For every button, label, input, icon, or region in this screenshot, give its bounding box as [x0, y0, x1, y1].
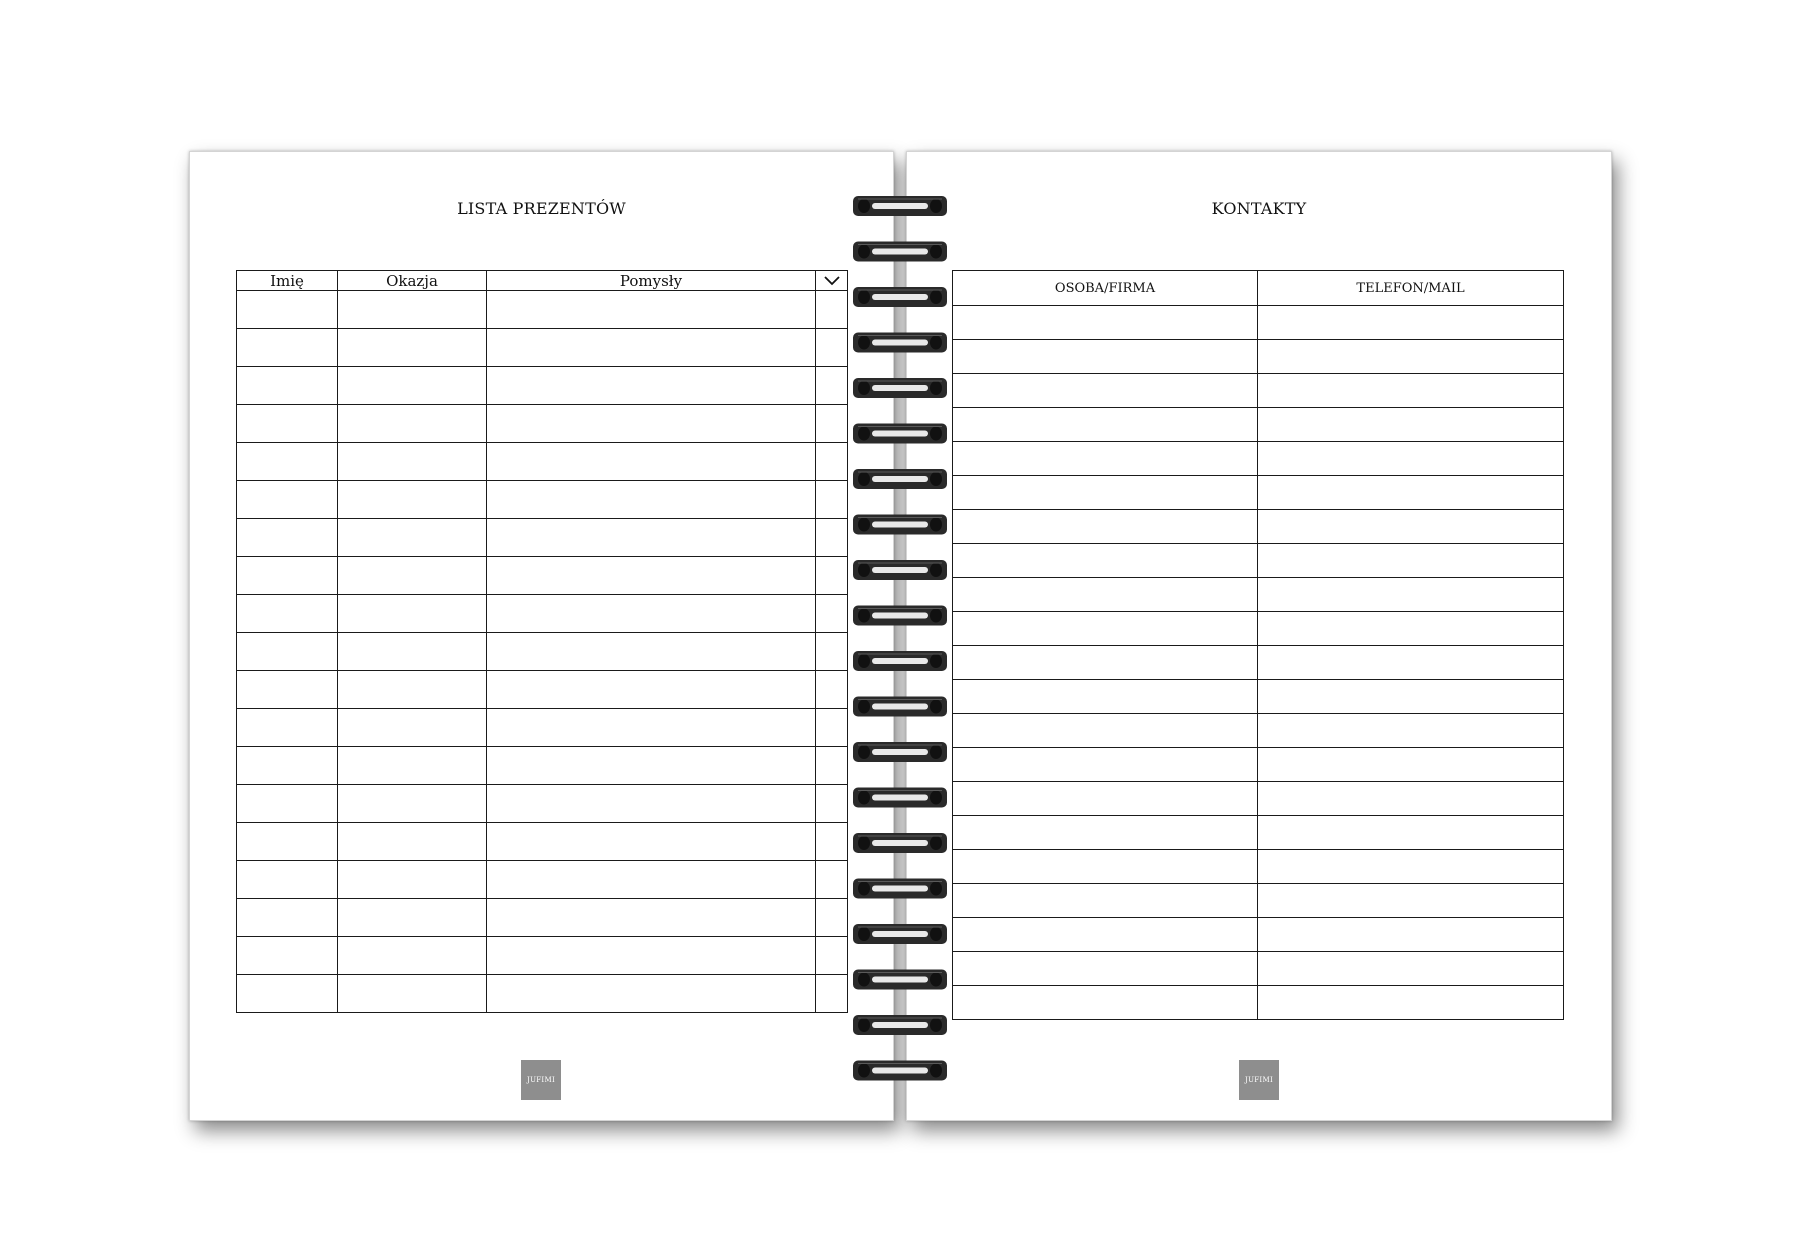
phone-mail-cell[interactable]: [1258, 340, 1564, 374]
ideas-cell[interactable]: [487, 443, 816, 481]
table-row: [953, 952, 1564, 986]
table-header-row: [237, 271, 848, 291]
check-cell[interactable]: [816, 937, 848, 975]
spiral-ring-icon: [853, 469, 947, 489]
check-cell[interactable]: [816, 443, 848, 481]
phone-mail-cell[interactable]: [1258, 306, 1564, 340]
spiral-ring-icon: [853, 833, 947, 853]
table-row: [953, 306, 1564, 340]
check-cell[interactable]: [816, 481, 848, 519]
table-row: [237, 481, 848, 519]
ideas-cell[interactable]: [487, 861, 816, 899]
phone-mail-cell[interactable]: [1258, 782, 1564, 816]
name-cell[interactable]: [237, 481, 338, 519]
person-company-cell[interactable]: [953, 442, 1258, 476]
name-cell[interactable]: [237, 329, 338, 367]
contacts-table: [952, 270, 1564, 1020]
column-header-name: Imię: [237, 271, 338, 291]
checkmark-icon: [824, 276, 840, 286]
person-company-cell[interactable]: [953, 306, 1258, 340]
person-company-cell[interactable]: [953, 612, 1258, 646]
ideas-cell[interactable]: [487, 557, 816, 595]
person-company-cell[interactable]: [953, 578, 1258, 612]
check-cell[interactable]: [816, 671, 848, 709]
name-cell[interactable]: [237, 633, 338, 671]
check-cell[interactable]: [816, 557, 848, 595]
table-row: [237, 937, 848, 975]
spiral-ring-icon: [853, 424, 947, 444]
ideas-cell[interactable]: [487, 481, 816, 519]
occasion-cell[interactable]: [338, 367, 487, 405]
table-row: [953, 816, 1564, 850]
occasion-cell[interactable]: [338, 671, 487, 709]
occasion-cell[interactable]: [338, 595, 487, 633]
occasion-cell[interactable]: [338, 329, 487, 367]
ideas-cell[interactable]: [487, 519, 816, 557]
table-row: [237, 633, 848, 671]
occasion-cell[interactable]: [338, 785, 487, 823]
column-header-phone-mail: TELEFON/MAIL: [1258, 271, 1564, 306]
person-company-cell[interactable]: [953, 340, 1258, 374]
occasion-cell[interactable]: [338, 633, 487, 671]
table-header-row: [953, 271, 1564, 306]
table-row: [953, 340, 1564, 374]
table-row: [953, 578, 1564, 612]
left-page: [189, 151, 894, 1121]
check-cell[interactable]: [816, 747, 848, 785]
table-row: [953, 850, 1564, 884]
phone-mail-cell[interactable]: [1258, 612, 1564, 646]
phone-mail-cell[interactable]: [1258, 986, 1564, 1020]
phone-mail-cell[interactable]: [1258, 544, 1564, 578]
table-row: [953, 748, 1564, 782]
check-cell[interactable]: [816, 975, 848, 1013]
spiral-ring-icon: [853, 287, 947, 307]
column-header-check: [816, 271, 848, 291]
phone-mail-cell[interactable]: [1258, 510, 1564, 544]
check-cell[interactable]: [816, 405, 848, 443]
ideas-cell[interactable]: [487, 633, 816, 671]
spiral-ring-icon: [853, 242, 947, 262]
name-cell[interactable]: [237, 747, 338, 785]
table-row: [237, 899, 848, 937]
name-cell[interactable]: [237, 291, 338, 329]
ideas-cell[interactable]: [487, 405, 816, 443]
table-row: [237, 519, 848, 557]
occasion-cell[interactable]: [338, 823, 487, 861]
ideas-cell[interactable]: [487, 937, 816, 975]
ideas-cell[interactable]: [487, 975, 816, 1013]
person-company-cell[interactable]: [953, 816, 1258, 850]
occasion-cell[interactable]: [338, 557, 487, 595]
person-company-cell[interactable]: [953, 374, 1258, 408]
name-cell[interactable]: [237, 861, 338, 899]
phone-mail-cell[interactable]: [1258, 374, 1564, 408]
person-company-cell[interactable]: [953, 884, 1258, 918]
table-row: [953, 612, 1564, 646]
check-cell[interactable]: [816, 861, 848, 899]
table-row: [953, 918, 1564, 952]
occasion-cell[interactable]: [338, 747, 487, 785]
table-row: [237, 443, 848, 481]
name-cell[interactable]: [237, 367, 338, 405]
ideas-cell[interactable]: [487, 291, 816, 329]
page-title-contacts: KONTAKTY: [1211, 199, 1307, 218]
brand-logo: JUFIMI: [521, 1060, 561, 1100]
person-company-cell[interactable]: [953, 748, 1258, 782]
occasion-cell[interactable]: [338, 291, 487, 329]
ideas-cell[interactable]: [487, 671, 816, 709]
spiral-binding: [850, 190, 950, 1090]
spiral-ring-icon: [853, 651, 947, 671]
ideas-cell[interactable]: [487, 367, 816, 405]
table-row: [237, 367, 848, 405]
spiral-ring-icon: [853, 378, 947, 398]
name-cell[interactable]: [237, 557, 338, 595]
ideas-cell[interactable]: [487, 709, 816, 747]
spiral-ring-icon: [853, 742, 947, 762]
phone-mail-cell[interactable]: [1258, 578, 1564, 612]
check-cell[interactable]: [816, 519, 848, 557]
spiral-ring-icon: [853, 560, 947, 580]
check-cell[interactable]: [816, 785, 848, 823]
table-row: [237, 975, 848, 1013]
table-row: [237, 823, 848, 861]
name-cell[interactable]: [237, 899, 338, 937]
spiral-ring-icon: [853, 970, 947, 990]
table-row: [237, 291, 848, 329]
person-company-cell[interactable]: [953, 544, 1258, 578]
phone-mail-cell[interactable]: [1258, 408, 1564, 442]
occasion-cell[interactable]: [338, 405, 487, 443]
table-row: [953, 714, 1564, 748]
table-row: [237, 557, 848, 595]
brand-logo: JUFIMI: [1239, 1060, 1279, 1100]
phone-mail-cell[interactable]: [1258, 748, 1564, 782]
table-row: [953, 442, 1564, 476]
person-company-cell[interactable]: [953, 782, 1258, 816]
table-row: [953, 646, 1564, 680]
check-cell[interactable]: [816, 823, 848, 861]
phone-mail-cell[interactable]: [1258, 918, 1564, 952]
occasion-cell[interactable]: [338, 709, 487, 747]
person-company-cell[interactable]: [953, 850, 1258, 884]
table-row: [237, 861, 848, 899]
spiral-ring-icon: [853, 515, 947, 535]
table-row: [237, 595, 848, 633]
table-row: [237, 329, 848, 367]
check-cell[interactable]: [816, 329, 848, 367]
spiral-ring-icon: [853, 1061, 947, 1081]
phone-mail-cell[interactable]: [1258, 884, 1564, 918]
phone-mail-cell[interactable]: [1258, 646, 1564, 680]
occasion-cell[interactable]: [338, 975, 487, 1013]
spiral-ring-icon: [853, 788, 947, 808]
spiral-ring-icon: [853, 1015, 947, 1035]
spiral-ring-icon: [853, 924, 947, 944]
ideas-cell[interactable]: [487, 899, 816, 937]
occasion-cell[interactable]: [338, 443, 487, 481]
table-row: [953, 408, 1564, 442]
table-row: [237, 405, 848, 443]
name-cell[interactable]: [237, 937, 338, 975]
spiral-ring-icon: [853, 606, 947, 626]
person-company-cell[interactable]: [953, 476, 1258, 510]
name-cell[interactable]: [237, 709, 338, 747]
table-row: [953, 510, 1564, 544]
person-company-cell[interactable]: [953, 714, 1258, 748]
person-company-cell[interactable]: [953, 918, 1258, 952]
table-row: [953, 884, 1564, 918]
ideas-cell[interactable]: [487, 785, 816, 823]
name-cell[interactable]: [237, 443, 338, 481]
name-cell[interactable]: [237, 405, 338, 443]
name-cell[interactable]: [237, 975, 338, 1013]
person-company-cell[interactable]: [953, 646, 1258, 680]
check-cell[interactable]: [816, 709, 848, 747]
page-title-gift-list: LISTA PREZENTÓW: [457, 199, 626, 218]
name-cell[interactable]: [237, 671, 338, 709]
person-company-cell[interactable]: [953, 986, 1258, 1020]
check-cell[interactable]: [816, 367, 848, 405]
person-company-cell[interactable]: [953, 680, 1258, 714]
name-cell[interactable]: [237, 823, 338, 861]
right-page: [906, 151, 1612, 1121]
phone-mail-cell[interactable]: [1258, 476, 1564, 510]
column-header-ideas: Pomysły: [487, 271, 816, 291]
ideas-cell[interactable]: [487, 595, 816, 633]
spiral-ring-icon: [853, 196, 947, 216]
table-row: [953, 544, 1564, 578]
name-cell[interactable]: [237, 519, 338, 557]
table-row: [237, 671, 848, 709]
check-cell[interactable]: [816, 899, 848, 937]
ideas-cell[interactable]: [487, 329, 816, 367]
phone-mail-cell[interactable]: [1258, 952, 1564, 986]
phone-mail-cell[interactable]: [1258, 680, 1564, 714]
table-row: [953, 986, 1564, 1020]
column-header-person-company: OSOBA/FIRMA: [953, 271, 1258, 306]
table-row: [237, 785, 848, 823]
table-row: [953, 476, 1564, 510]
name-cell[interactable]: [237, 785, 338, 823]
table-row: [237, 709, 848, 747]
check-cell[interactable]: [816, 291, 848, 329]
ideas-cell[interactable]: [487, 747, 816, 785]
occasion-cell[interactable]: [338, 481, 487, 519]
column-header-occasion: Okazja: [338, 271, 487, 291]
check-cell[interactable]: [816, 633, 848, 671]
phone-mail-cell[interactable]: [1258, 850, 1564, 884]
person-company-cell[interactable]: [953, 510, 1258, 544]
ideas-cell[interactable]: [487, 823, 816, 861]
person-company-cell[interactable]: [953, 408, 1258, 442]
spiral-ring-icon: [853, 879, 947, 899]
spiral-ring-icon: [853, 333, 947, 353]
phone-mail-cell[interactable]: [1258, 714, 1564, 748]
phone-mail-cell[interactable]: [1258, 816, 1564, 850]
gift-list-table: [236, 270, 848, 1013]
table-row: [953, 680, 1564, 714]
occasion-cell[interactable]: [338, 519, 487, 557]
occasion-cell[interactable]: [338, 937, 487, 975]
phone-mail-cell[interactable]: [1258, 442, 1564, 476]
name-cell[interactable]: [237, 595, 338, 633]
occasion-cell[interactable]: [338, 899, 487, 937]
table-row: [953, 374, 1564, 408]
table-row: [953, 782, 1564, 816]
check-cell[interactable]: [816, 595, 848, 633]
spiral-ring-icon: [853, 697, 947, 717]
person-company-cell[interactable]: [953, 952, 1258, 986]
occasion-cell[interactable]: [338, 861, 487, 899]
table-row: [237, 747, 848, 785]
